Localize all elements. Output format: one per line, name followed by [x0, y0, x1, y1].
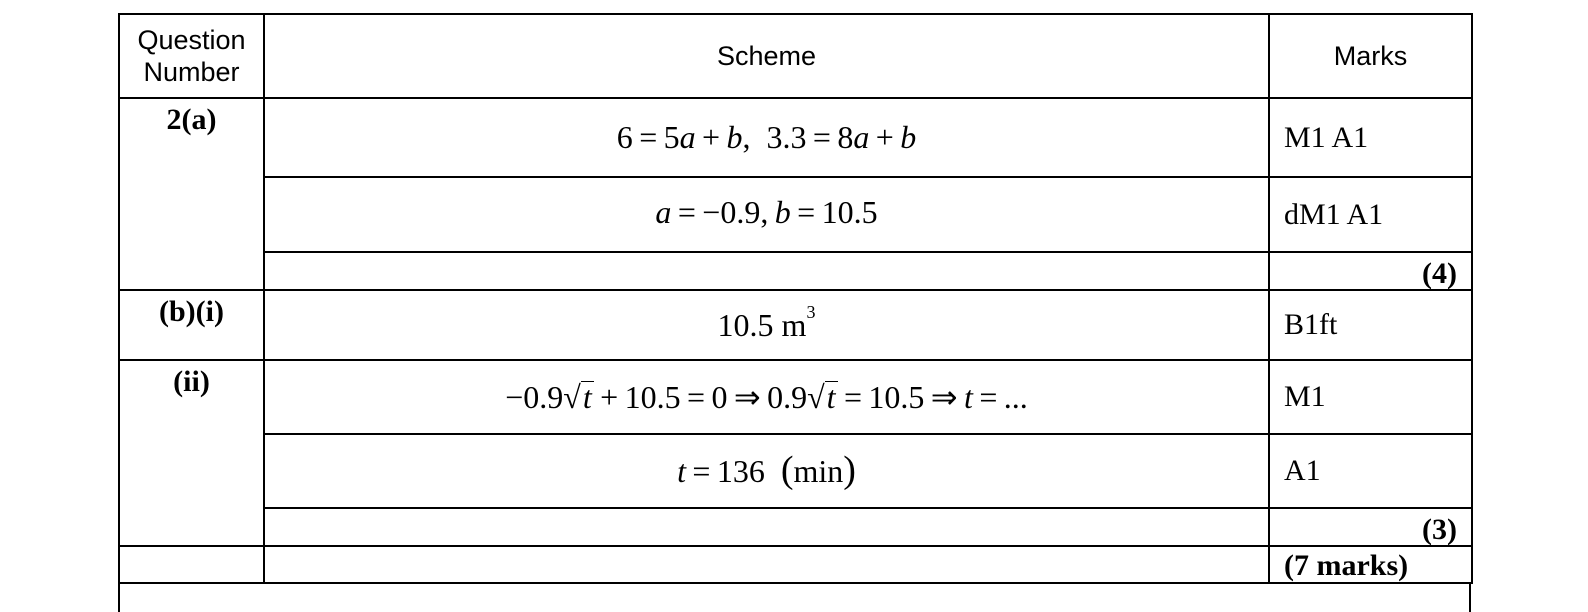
- question-header-line2: Number: [143, 57, 240, 87]
- question-number-header: [119, 14, 264, 98]
- marks-cell: M1: [1269, 360, 1472, 434]
- total-marks: (7 marks): [1269, 546, 1472, 583]
- scheme-cell: a = −0.9, b = 10.5: [264, 177, 1269, 252]
- scheme-cell: 10.5 $m^3$: [264, 290, 1269, 360]
- scheme-header: Scheme: [264, 14, 1269, 98]
- table-row: [119, 177, 1472, 252]
- scheme-cell: 6 = 5a + b, 3.3 = 8a + b: [264, 98, 1269, 177]
- subtotal-marks: (4): [1269, 252, 1472, 290]
- table-row: [119, 434, 1472, 508]
- subtotal-marks: (3): [1269, 508, 1472, 546]
- question-label-2a: 2(a): [119, 98, 264, 290]
- marks-cell: A1: [1269, 434, 1472, 508]
- next-row-top: [118, 582, 1471, 612]
- subtotal-row: [119, 252, 1472, 290]
- total-row: [119, 546, 1472, 583]
- question-label-b-i: (b)(i): [119, 290, 264, 360]
- table-row: [119, 360, 1472, 434]
- scheme-cell: t = 136 (min): [264, 434, 1269, 508]
- mark-scheme-table: [118, 13, 1473, 584]
- header-row: [119, 14, 1472, 98]
- question-label-b-ii: (ii): [119, 360, 264, 546]
- subtotal-row: [119, 508, 1472, 546]
- marks-cell: B1ft: [1269, 290, 1472, 360]
- empty-scheme-cell: [264, 508, 1269, 546]
- question-header-line1: Question: [137, 25, 246, 55]
- marks-cell: M1 A1: [1269, 98, 1472, 177]
- scheme-cell: −0.9√t + 10.5 = 0 ⇒ 0.9√t = 10.5 ⇒ t = ...: [264, 360, 1269, 434]
- table-row: [119, 290, 1472, 360]
- empty-scheme-cell: [264, 546, 1269, 583]
- marks-cell: dM1 A1: [1269, 177, 1472, 252]
- table-row: [119, 98, 1472, 177]
- empty-scheme-cell: [264, 252, 1269, 290]
- empty-question-cell: [119, 546, 264, 583]
- marks-header: Marks: [1269, 14, 1472, 98]
